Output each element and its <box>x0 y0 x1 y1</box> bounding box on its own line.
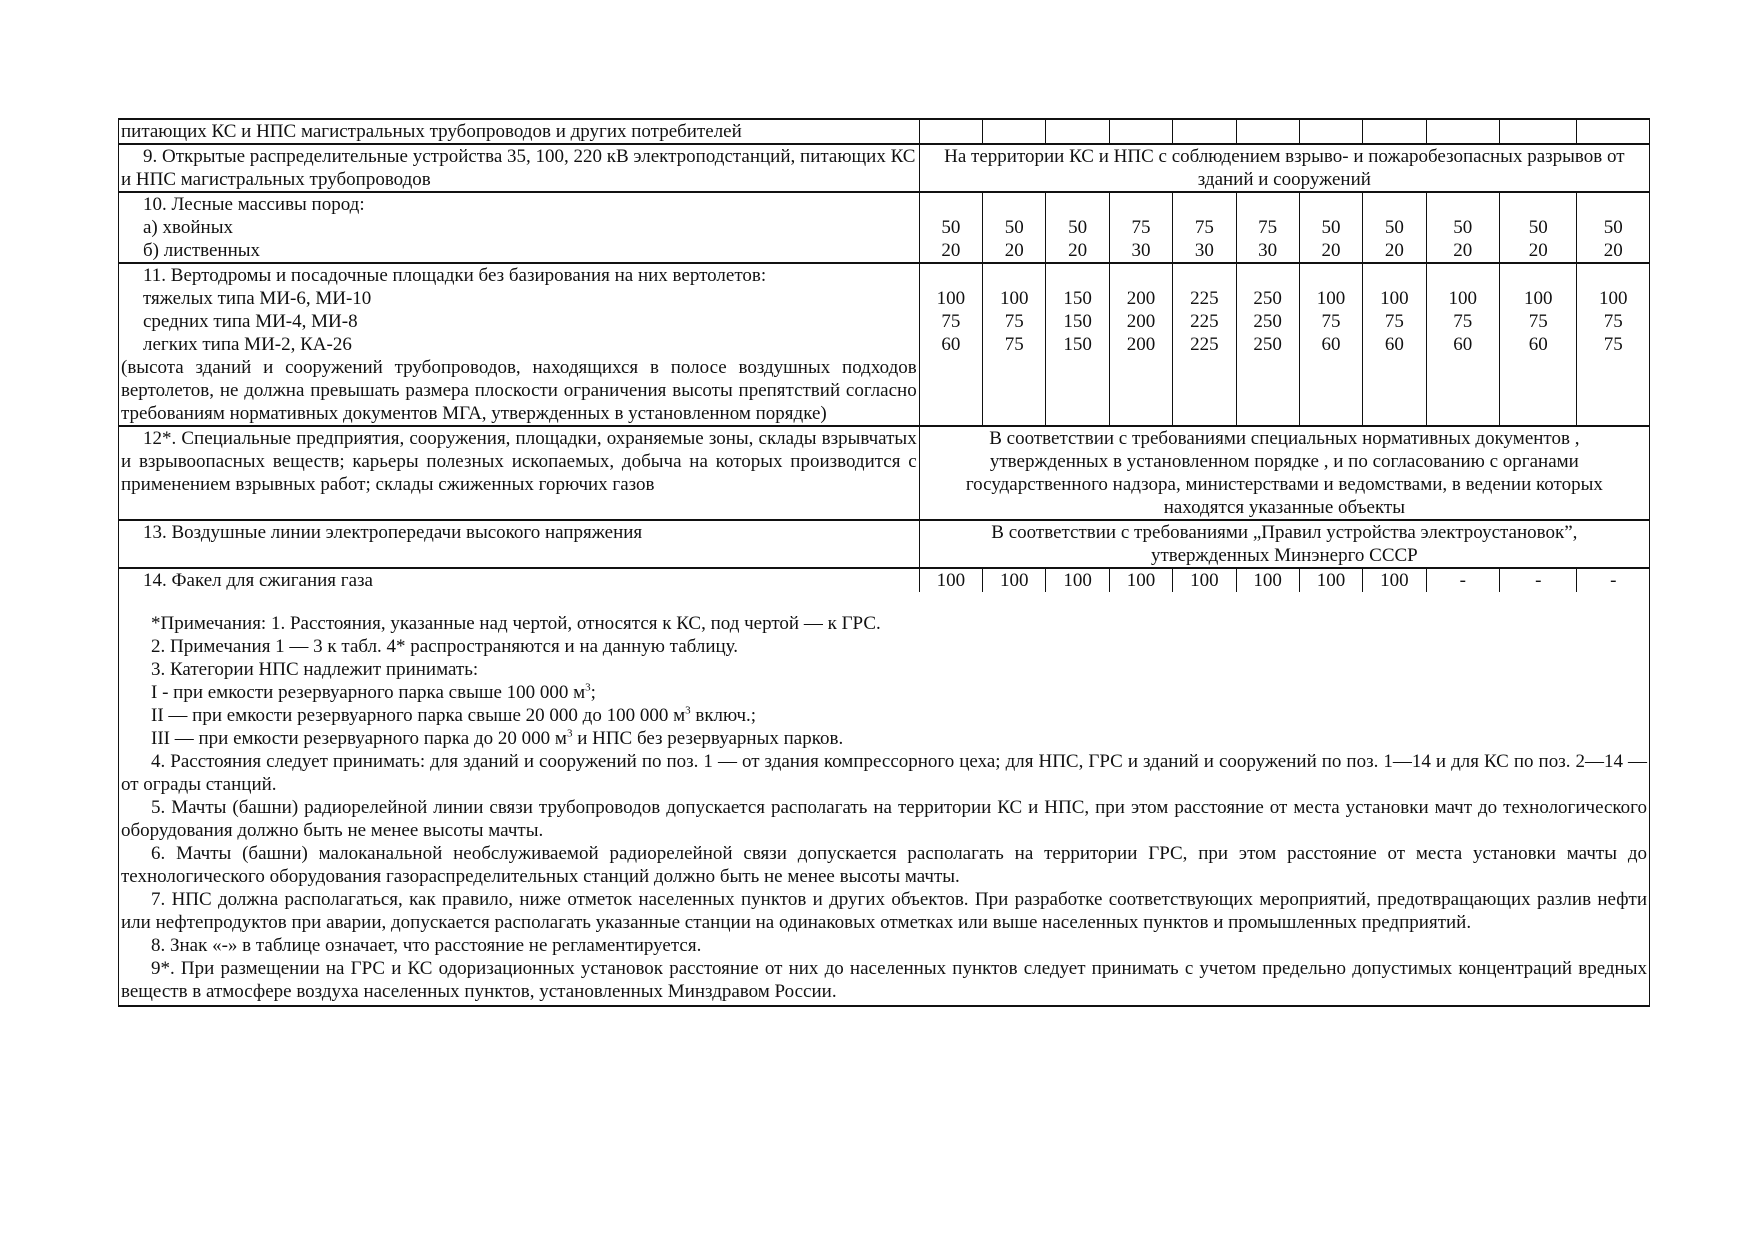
value-medium: 75 <box>1321 311 1341 332</box>
value-medium: 200 <box>1126 311 1156 332</box>
value-grs: 20 <box>1453 240 1473 261</box>
row-text: 13. Воздушные линии электропередачи высокого напряжения <box>143 522 643 543</box>
value-cell <box>1426 263 1499 426</box>
row-subitem: тяжелых типа МИ-6, МИ-10 <box>143 288 372 309</box>
value-cell <box>1500 192 1577 263</box>
value-ks: 75 <box>1258 217 1278 238</box>
value-cell <box>919 119 982 144</box>
value-ks: 50 <box>941 217 961 238</box>
value-grs: 20 <box>1528 240 1548 261</box>
value-medium: 150 <box>1063 311 1092 332</box>
note-9: 9*. При размещении на ГРС и КС одоризационных установок расстояние от них до населенных пунктов следует принимать с учетом предельно допустимых концентраций вредных веществ в атмосфере воздуха населенных пунктов, установленных Минздравом России. <box>121 958 1647 1002</box>
value-ks: 75 <box>1131 217 1151 238</box>
row-description <box>119 520 920 568</box>
table-row-10 <box>119 192 1650 263</box>
row-text: 12*. Специальные предприятия, сооружения, площадки, охраняемые зоны, склады взрывчатых и взрывоопасных веществ; карьеры полезных ископаемых, добыча на которых производится с применением взрывных работ; склады сжиженных горючих газов <box>121 428 917 495</box>
value-cell <box>1173 192 1236 263</box>
value-cell <box>1299 119 1362 144</box>
row-description <box>119 119 920 144</box>
value-cell: 100 <box>1236 568 1299 592</box>
value-ks: 50 <box>1453 217 1473 238</box>
merged-requirement-cell: В соответствии с требованиями специальных нормативных документов , утвержденных в установленном порядке , и по согласованию с органами государственного надзора, министерствами и ведомствами, в ведении которых находятся указанные объекты <box>919 426 1649 520</box>
note-text: ; <box>590 682 596 703</box>
value-light: 60 <box>1321 334 1341 355</box>
value-ks: 50 <box>1528 217 1548 238</box>
value-cell <box>919 192 982 263</box>
value-cell <box>1236 192 1299 263</box>
value-cell <box>1299 192 1362 263</box>
value-cell: 100 <box>1173 568 1236 592</box>
table-row-8-cont <box>119 119 1650 144</box>
note-4: 4. Расстояния следует принимать: для зданий и сооружений по поз. 1 — от здания компрессорного цеха; для НПС, ГРС и зданий и сооружений по поз. 1—14 и для КС по поз. 2—14 — от ограды станций. <box>121 751 1647 795</box>
value-cell <box>1173 263 1236 426</box>
value-cell: - <box>1426 568 1499 592</box>
value-cell <box>1363 263 1426 426</box>
row-title: 11. Вертодромы и посадочные площадки без базирования на них вертолетов: <box>143 265 767 286</box>
value-grs: 20 <box>1004 240 1024 261</box>
note-3-category-3 <box>121 727 1647 750</box>
note-text: включ.; <box>690 705 757 726</box>
superscript: 3 <box>685 704 691 717</box>
table-row-13 <box>119 520 1650 568</box>
value-cell <box>1500 263 1577 426</box>
document-page <box>118 118 1650 1007</box>
note-7: 7. НПС должна располагаться, как правило, ниже отметок населенных пунктов и других объектов. При разработке соответствующих мероприятий, предотвращающих разлив нефти или нефтепродуктов при аварии, допускается располагать указанные станции на одинаковых отметках или выше населенных пунктов и промышленных предприятий. <box>121 889 1647 933</box>
table-notes <box>118 592 1650 1007</box>
note-6: 6. Мачты (башни) малоканальной необслуживаемой радиорелейной связи допускается располагать на территории ГРС, при этом расстояние от места установки мачты до технологического оборудования газораспределительных станций должно быть не менее высоты мачты. <box>121 843 1647 887</box>
value-medium: 75 <box>1603 311 1623 332</box>
value-cell: 100 <box>983 568 1046 592</box>
value-cell: - <box>1500 568 1577 592</box>
merged-requirement-cell: На территории КС и НПС с соблюдением взрыво- и пожаробезопасных разрывов от зданий и сооружений <box>919 144 1649 192</box>
superscript: 3 <box>585 681 591 694</box>
value-heavy: 100 <box>936 288 966 309</box>
row-note: (высота зданий и сооружений трубопроводов, находящихся в полосе воздушных подходов вертолетов, не должна превышать размера плоскости ограничения высоты препятствий согласно требованиям нормативных документов МГА, утвержденных в установленном порядке) <box>121 357 917 424</box>
row-text: 9. Открытые распределительные устройства 35, 100, 220 кВ электроподстанций, питающих КС и НПС магистральных трубопроводов <box>121 146 916 190</box>
value-cell: 100 <box>1046 568 1109 592</box>
value-heavy: 100 <box>1316 288 1346 309</box>
value-medium: 75 <box>1384 311 1404 332</box>
value-cell <box>1577 263 1650 426</box>
value-cell: 100 <box>1109 568 1172 592</box>
distance-table <box>118 118 1650 592</box>
value-heavy: 250 <box>1253 288 1282 309</box>
superscript: 3 <box>566 727 573 740</box>
value-light: 250 <box>1253 334 1282 355</box>
value-medium: 75 <box>1528 311 1548 332</box>
value-cell <box>1577 192 1650 263</box>
value-medium: 250 <box>1253 311 1282 332</box>
value-grs: 20 <box>1384 240 1404 261</box>
row-subitem: легких типа МИ-2, КА-26 <box>143 334 352 355</box>
row-description <box>119 426 920 520</box>
value-grs: 30 <box>1258 240 1278 261</box>
value-ks: 75 <box>1194 217 1214 238</box>
value-grs: 30 <box>1131 240 1151 261</box>
value-ks: 50 <box>1004 217 1024 238</box>
value-cell <box>919 263 982 426</box>
value-heavy: 150 <box>1063 288 1092 309</box>
value-cell: 100 <box>1363 568 1426 592</box>
value-grs: 20 <box>1603 240 1623 261</box>
note-text: III — при емкости резервуарного парка до 20 000 м <box>151 728 567 749</box>
note-3-category-2 <box>121 704 1647 727</box>
value-heavy: 100 <box>1380 288 1409 309</box>
value-medium: 75 <box>1453 311 1473 332</box>
row-description <box>119 568 920 592</box>
value-ks: 50 <box>1603 217 1623 238</box>
note-text: I - при емкости резервуарного парка свыше 100 000 м <box>151 682 586 703</box>
value-cell <box>1299 263 1362 426</box>
row-description <box>119 263 920 426</box>
note-2: 2. Примечания 1 — 3 к табл. 4* распространяются и на данную таблицу. <box>151 636 739 657</box>
note-5: 5. Мачты (башни) радиорелейной линии связи трубопроводов допускается располагать на территории КС и НПС, при этом расстояние от места установки мачт до технологического оборудования должно быть не менее высоты мачты. <box>121 797 1647 841</box>
row-text: питающих КС и НПС магистральных трубопроводов и других потребителей <box>121 121 742 142</box>
value-cell <box>983 119 1046 144</box>
row-title: 10. Лесные массивы пород: <box>143 194 365 215</box>
value-cell <box>1109 263 1172 426</box>
value-cell <box>983 263 1046 426</box>
value-cell <box>1426 192 1499 263</box>
value-light: 60 <box>1528 334 1548 355</box>
value-ks: 50 <box>1384 217 1404 238</box>
note-text: II — при емкости резервуарного парка свыше 20 000 до 100 000 м <box>151 705 686 726</box>
value-light: 60 <box>1384 334 1404 355</box>
value-light: 150 <box>1063 334 1092 355</box>
value-grs: 30 <box>1194 240 1214 261</box>
row-description <box>119 144 920 192</box>
value-cell <box>1046 263 1109 426</box>
table-row-11 <box>119 263 1650 426</box>
value-ks: 50 <box>1068 217 1088 238</box>
value-cell: 100 <box>919 568 982 592</box>
value-cell <box>1363 119 1426 144</box>
value-cell <box>1109 119 1172 144</box>
value-heavy: 100 <box>1448 288 1478 309</box>
value-cell: 100 <box>1299 568 1362 592</box>
value-cell <box>1500 119 1577 144</box>
value-light: 75 <box>1004 334 1024 355</box>
row-description <box>119 192 920 263</box>
value-heavy: 200 <box>1126 288 1156 309</box>
value-grs: 20 <box>941 240 961 261</box>
value-cell <box>1236 263 1299 426</box>
note-3: 3. Категории НПС надлежит принимать: <box>151 659 479 680</box>
value-light: 75 <box>1603 334 1623 355</box>
value-light: 60 <box>1453 334 1473 355</box>
value-cell <box>1426 119 1499 144</box>
table-row-12 <box>119 426 1650 520</box>
value-cell <box>1109 192 1172 263</box>
value-grs: 20 <box>1068 240 1088 261</box>
value-cell <box>1236 119 1299 144</box>
table-row-9 <box>119 144 1650 192</box>
row-subitem: б) лиственных <box>143 240 261 261</box>
merged-requirement-cell: В соответствии с требованиями „Правил устройства электроустановок”, утвержденных Минэнерго СССР <box>919 520 1649 568</box>
value-cell <box>1577 119 1650 144</box>
note-3-category-1 <box>121 681 1647 704</box>
row-text: 14. Факел для сжигания газа <box>143 570 373 591</box>
value-light: 200 <box>1126 334 1156 355</box>
value-cell: - <box>1577 568 1650 592</box>
value-grs: 20 <box>1321 240 1341 261</box>
note-text: и НПС без резервуарных парков. <box>572 728 844 749</box>
value-cell <box>1046 119 1109 144</box>
value-cell <box>1363 192 1426 263</box>
table-row-14 <box>119 568 1650 592</box>
value-heavy: 100 <box>1598 288 1628 309</box>
value-ks: 50 <box>1321 217 1341 238</box>
row-subitem: а) хвойных <box>143 217 233 238</box>
value-cell <box>1046 192 1109 263</box>
value-medium: 75 <box>1004 311 1024 332</box>
value-cell <box>983 192 1046 263</box>
value-light: 225 <box>1190 334 1219 355</box>
note-1: *Примечания: 1. Расстояния, указанные над чертой, относятся к КС, под чертой — к ГРС. <box>151 613 881 634</box>
note-8: 8. Знак «-» в таблице означает, что расстояние не регламентируется. <box>151 935 702 956</box>
value-medium: 75 <box>941 311 961 332</box>
value-heavy: 225 <box>1190 288 1219 309</box>
value-light: 60 <box>941 334 961 355</box>
value-cell <box>1173 119 1236 144</box>
value-medium: 225 <box>1190 311 1219 332</box>
value-heavy: 100 <box>1523 288 1553 309</box>
value-heavy: 100 <box>999 288 1029 309</box>
row-subitem: средних типа МИ-4, МИ-8 <box>143 311 358 332</box>
